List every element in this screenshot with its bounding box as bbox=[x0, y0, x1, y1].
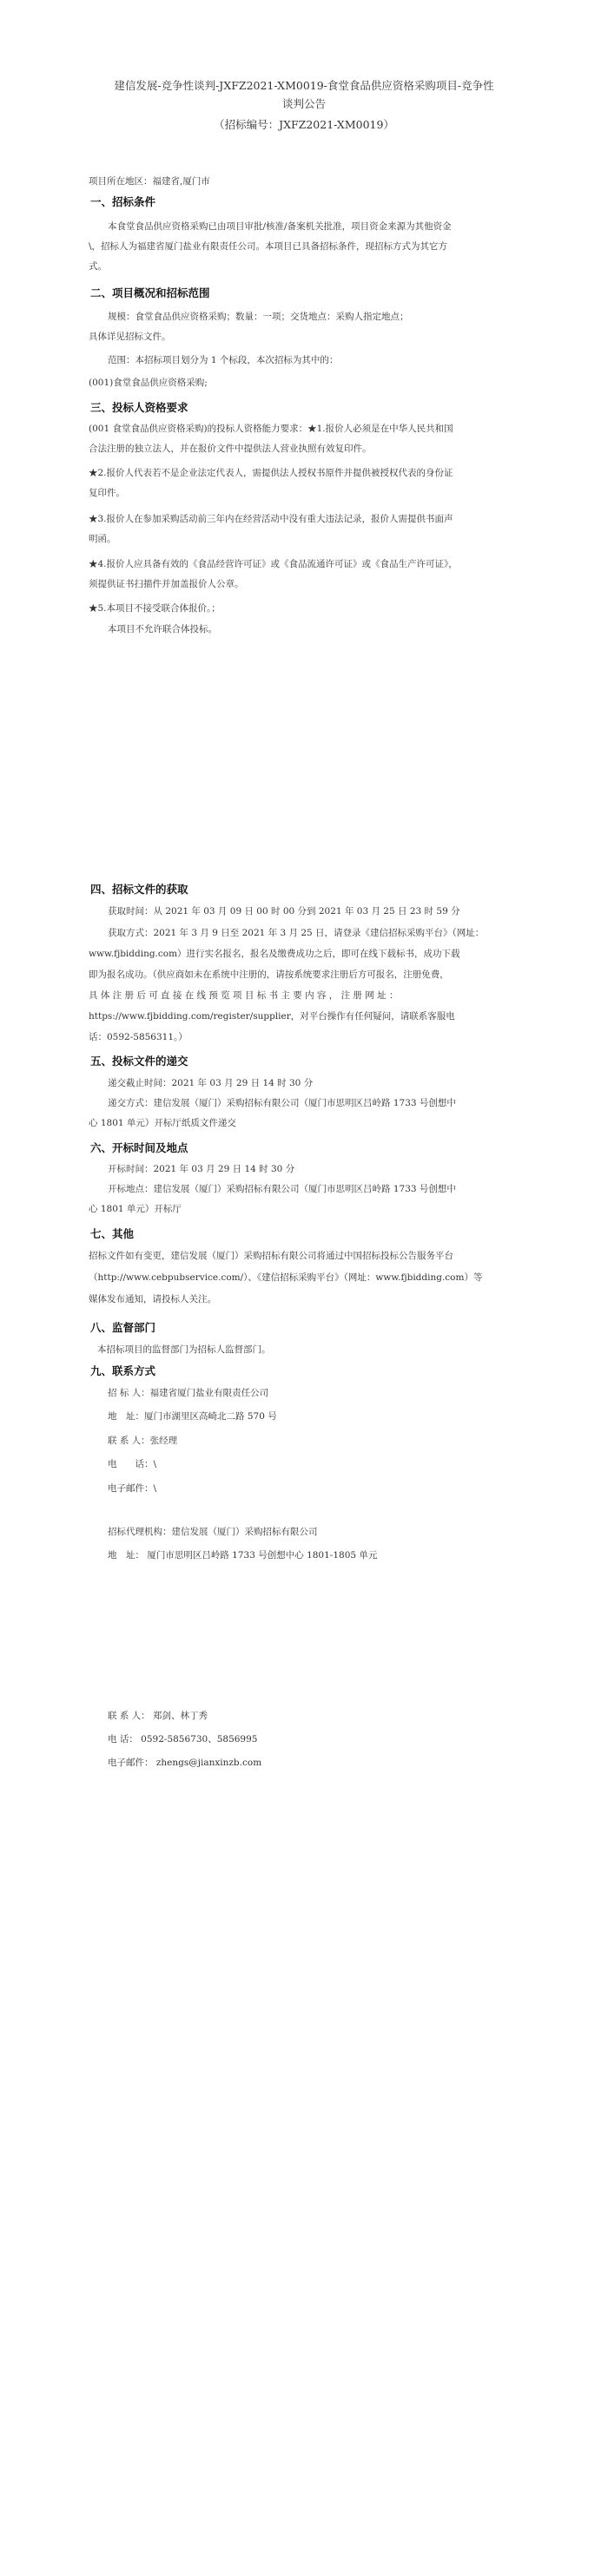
document-title-line-2: 谈判公告 bbox=[281, 97, 326, 110]
section-1-text: 本食堂食品供应资格采购已由项目审批/核准/备案机关批准，项目资金来源为其他资金 bbox=[108, 221, 452, 232]
section-2-text: 范围：本招标项目划分为 1 个标段，本次招标为其中的： bbox=[108, 355, 339, 365]
section-8-text: 本招标项目的监督部门为招标人监督部门。 bbox=[97, 1344, 271, 1355]
section-3-text: 明函。 bbox=[89, 534, 116, 544]
agency-phone: 电 话： 0592-5856730、5856995 bbox=[108, 1734, 258, 1745]
section-6-text: 心 1801 单元）开标厅 bbox=[89, 1204, 182, 1214]
section-3-text: 须提供证书扫描件并加盖报价人公章。 bbox=[89, 579, 244, 589]
section-heading-1: 一、招标条件 bbox=[90, 195, 156, 208]
section-3-text: 复印件。 bbox=[89, 488, 125, 498]
section-3-text: 合法注册的独立法人，并在报价文件中提供法人营业执照有效复印件。 bbox=[89, 444, 372, 454]
section-heading-2: 二、项目概况和招标范围 bbox=[90, 286, 210, 299]
contact-phone: 电 话：\ bbox=[108, 1459, 157, 1469]
section-heading-9: 九、联系方式 bbox=[90, 1364, 156, 1377]
section-3-text: 本项目不允许联合体投标。 bbox=[108, 624, 217, 634]
section-3-text: ★4.报价人应具备有效的《食品经营许可证》或《食品流通许可证》或《食品生产许可证》， bbox=[89, 559, 458, 569]
project-location: 项目所在地区：福建省,厦门市 bbox=[89, 176, 210, 187]
section-3-text: (001 食堂食品供应资格采购)的投标人资格能力要求：★1.报价人必须是在中华人民共和国 bbox=[89, 424, 453, 434]
section-1-text: 式。 bbox=[89, 261, 107, 272]
section-5-text: 递交方式：建信发展（厦门）采购招标有限公司（厦门市思明区吕岭路 1733 号创想中 bbox=[108, 1098, 456, 1108]
agency-contact-person: 联 系 人： 郑剑、林丁秀 bbox=[108, 1711, 208, 1721]
section-2-text: (001)食堂食品供应资格采购; bbox=[89, 378, 208, 388]
section-4-text: 获取时间：从 2021 年 03 月 09 日 00 时 00 分到 2021 年 03 月 25 日 23 时 59 分 bbox=[108, 906, 460, 917]
section-4-text: 获取方式：2021 年 3 月 9 日至 2021 年 3 月 25 日，请登录《建信招标采购平台》（网址： bbox=[108, 928, 485, 938]
agency-address: 地 址： 厦门市思明区吕岭路 1733 号创想中心 1801-1805 单元 bbox=[108, 1550, 378, 1561]
section-4-text: www.fjbidding.com）进行实名报名，报名及缴费成功之后，即可在线下载标书，成功下载 bbox=[89, 949, 460, 959]
tender-number: （招标编号：JXFZ2021-XM0019） bbox=[214, 118, 394, 131]
section-7-text: 媒体发布通知，请投标人关注。 bbox=[89, 1294, 216, 1304]
section-heading-5: 五、投标文件的递交 bbox=[90, 1055, 188, 1068]
contact-person: 联 系 人：张经理 bbox=[108, 1436, 178, 1446]
section-7-text: 招标文件如有变更，建信发展（厦门）采购招标有限公司将通过中国招标投标公告服务平台 bbox=[89, 1251, 453, 1261]
section-2-text: 具体详见招标文件。 bbox=[89, 332, 171, 342]
section-5-text: 递交截止时间：2021 年 03 月 29 日 14 时 30 分 bbox=[108, 1078, 314, 1088]
section-2-text: 规模：食堂食品供应资格采购；数量：一项；交货地点：采购人指定地点； bbox=[108, 312, 409, 322]
section-heading-3: 三、投标人资格要求 bbox=[90, 401, 188, 414]
section-heading-7: 七、其他 bbox=[90, 1227, 135, 1240]
agency-email: 电子邮件： zhengs@jianxinzb.com bbox=[108, 1758, 262, 1768]
section-heading-6: 六、开标时间及地点 bbox=[90, 1141, 188, 1154]
contact-address: 地 址：厦门市湖里区高崎北二路 570 号 bbox=[108, 1411, 277, 1422]
contact-tenderer: 招 标 人：福建省厦门盐业有限责任公司 bbox=[108, 1388, 269, 1398]
section-heading-8: 八、监督部门 bbox=[90, 1321, 156, 1334]
section-5-text: 心 1801 单元）开标厅纸质文件递交 bbox=[89, 1118, 236, 1128]
section-6-text: 开标时间：2021 年 03 月 29 日 14 时 30 分 bbox=[108, 1164, 295, 1174]
section-heading-4: 四、招标文件的获取 bbox=[90, 883, 188, 896]
section-6-text: 开标地点：建信发展（厦门）采购招标有限公司（厦门市思明区吕岭路 1733 号创想中 bbox=[108, 1184, 456, 1194]
section-7-text: （http://www.cebpubservice.com/）、《建信招标采购平台》（网址：www.fjbidding.com）等 bbox=[89, 1272, 483, 1283]
agency-name: 招标代理机构：建信发展（厦门）采购招标有限公司 bbox=[108, 1527, 318, 1537]
section-3-text: ★5.本项目不接受联合体报价。； bbox=[89, 603, 221, 614]
section-4-text: 话：0592-5856311。） bbox=[89, 1032, 188, 1042]
section-4-text: 即为报名成功。（供应商如未在系统中注册的，请按系统要求注册后方可报名，注册免费， bbox=[89, 969, 449, 980]
contact-email: 电子邮件：\ bbox=[108, 1483, 157, 1494]
section-4-text: 具 体 注 册 后 可 直 接 在 线 预 览 项 目 标 书 主 要 内 容 ， 注 册 网 址 ： bbox=[89, 990, 399, 1001]
section-4-text: https://www.fjbidding.com/register/supplier，对平台操作有任何疑问，请联系客服电 bbox=[89, 1011, 455, 1022]
section-3-text: ★3.报价人在参加采购活动前三年内在经营活动中没有重大违法记录，报价人需提供书面声 bbox=[89, 514, 453, 524]
document-title-line-1: 建信发展-竞争性谈判-JXFZ2021-XM0019-食堂食品供应资格采购项目-竞争性 bbox=[114, 79, 494, 92]
section-3-text: ★2.报价人代表若不是企业法定代表人，需提供法人授权书原件并提供被授权代表的身份证 bbox=[89, 468, 453, 478]
section-1-text: \，招标人为福建省厦门盐业有限责任公司。本项目已具备招标条件，现招标方式为其它方 bbox=[89, 241, 448, 252]
